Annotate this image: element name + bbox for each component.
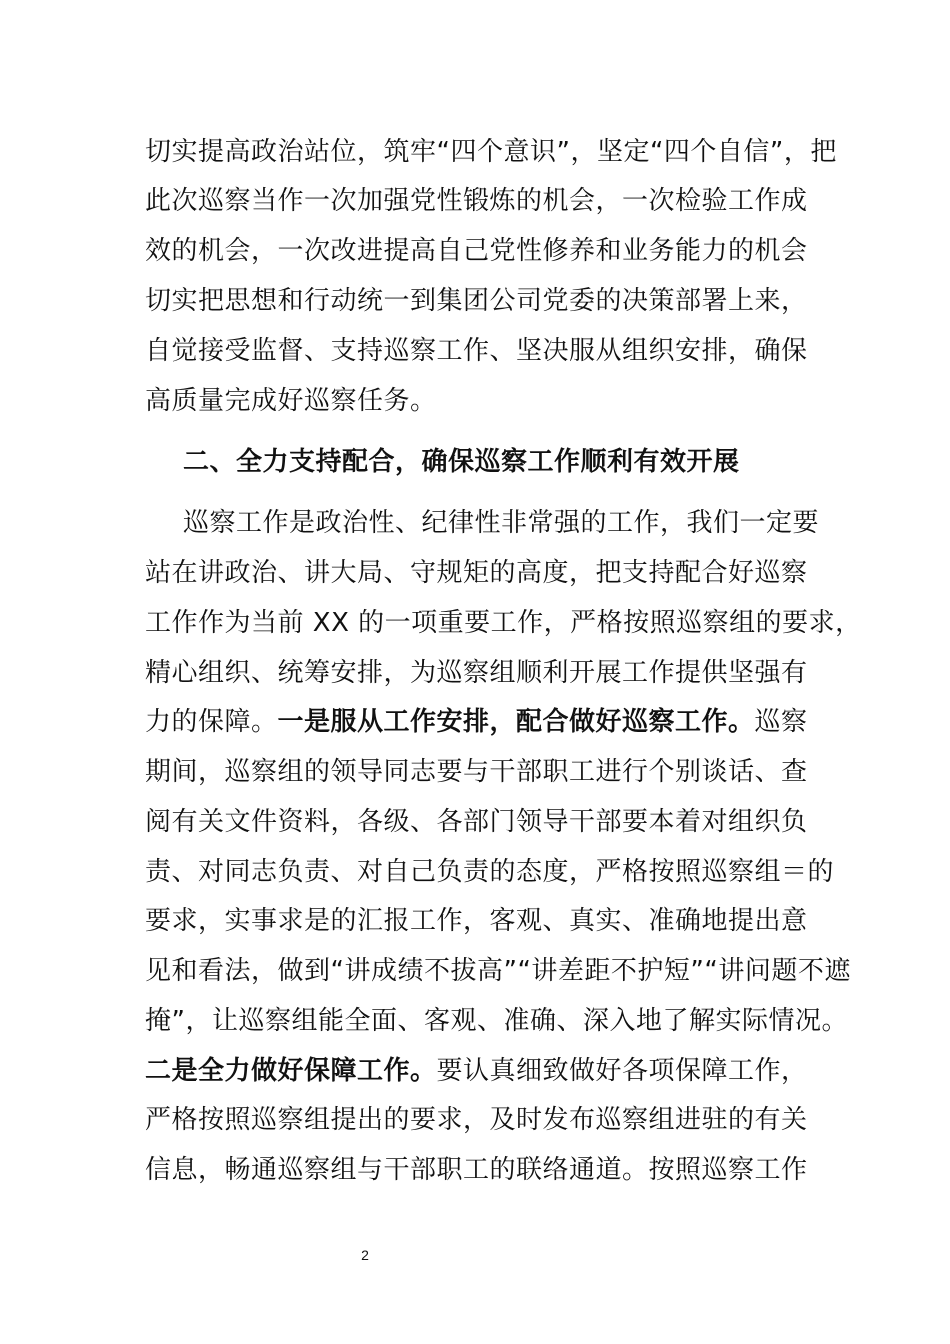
bold-point-one: 一是服从工作安排，配合做好巡察工作。 bbox=[277, 707, 755, 737]
paragraph-line: 见和看法，做到“讲成绩不拔高”“讲差距不护短”“讲问题不遮 bbox=[145, 956, 851, 986]
paragraph-line: 自觉接受监督、支持巡察工作、坚决服从组织安排，确保 bbox=[145, 336, 808, 366]
paragraph-line: 效的机会，一次改进提高自己党性修养和业务能力的机会 bbox=[145, 236, 808, 266]
section-heading: 二、全力支持配合，确保巡察工作顺利有效开展 bbox=[183, 447, 740, 477]
paragraph-line bbox=[145, 707, 808, 737]
plain-text: 力的保障。 bbox=[145, 707, 278, 737]
paragraph-line: 掩”，让巡察组能全面、客观、准确、深入地了解实际情况。 bbox=[145, 1006, 848, 1036]
paragraph-line: 高质量完成好巡察任务。 bbox=[145, 386, 437, 416]
paragraph-line: 巡察工作是政治性、纪律性非常强的工作，我们一定要 bbox=[183, 508, 820, 538]
paragraph-line: 责、对同志负责、对自己负责的态度，严格按照巡察组＝的 bbox=[145, 857, 835, 887]
paragraph-line: 严格按照巡察组提出的要求，及时发布巡察组进驻的有关 bbox=[145, 1105, 808, 1135]
page-number: 2 bbox=[361, 1247, 369, 1263]
plain-text: 要认真细致做好各项保障工作， bbox=[436, 1056, 808, 1086]
paragraph-line: 要求，实事求是的汇报工作，客观、真实、准确地提出意 bbox=[145, 906, 808, 936]
plain-text: 巡察 bbox=[754, 707, 808, 737]
bold-point-two: 二是全力做好保障工作。 bbox=[145, 1056, 437, 1086]
paragraph-line: 站在讲政治、讲大局、守规矩的高度，把支持配合好巡察 bbox=[145, 558, 808, 588]
paragraph-line: 工作作为当前 XX 的一项重要工作，严格按照巡察组的要求， bbox=[145, 608, 862, 638]
paragraph-line: 期间，巡察组的领导同志要与干部职工进行个别谈话、查 bbox=[145, 757, 808, 787]
paragraph-line: 信息，畅通巡察组与干部职工的联络通道。按照巡察工作 bbox=[145, 1155, 808, 1185]
paragraph-line: 切实提高政治站位，筑牢“四个意识”，坚定“四个自信”，把 bbox=[145, 137, 837, 167]
paragraph-line: 阅有关文件资料，各级、各部门领导干部要本着对组织负 bbox=[145, 807, 808, 837]
paragraph-line: 精心组织、统筹安排，为巡察组顺利开展工作提供坚强有 bbox=[145, 658, 808, 688]
paragraph-line: 切实把思想和行动统一到集团公司党委的决策部署上来， bbox=[145, 286, 808, 316]
paragraph-line bbox=[145, 1056, 808, 1086]
paragraph-line: 此次巡察当作一次加强党性锻炼的机会，一次检验工作成 bbox=[145, 186, 808, 216]
